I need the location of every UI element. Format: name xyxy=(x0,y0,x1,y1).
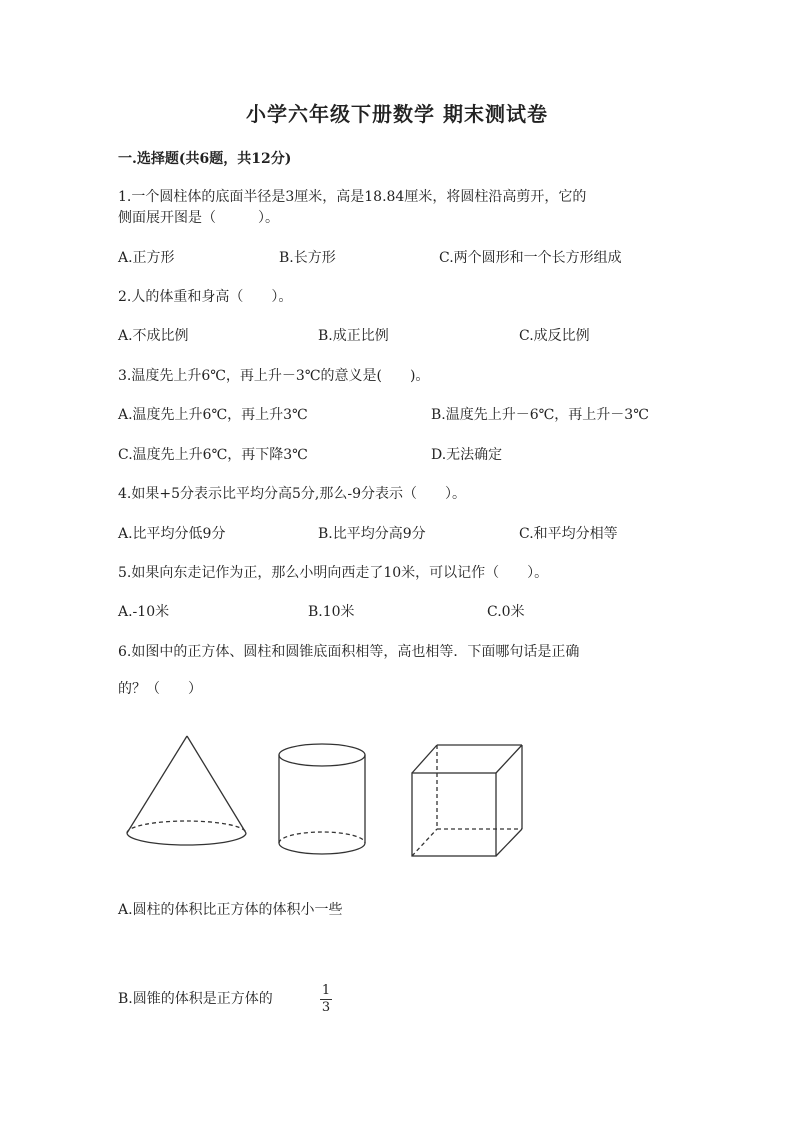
section-heading: 一.选择题(共6题，共12分) xyxy=(118,151,292,167)
question-4-option-c: C.和平均分相等 xyxy=(519,526,618,542)
question-2-option-a: A.不成比例 xyxy=(118,328,189,344)
question-6-option-b: B.圆锥的体积是正方体的 xyxy=(118,991,273,1007)
fraction-one-third xyxy=(319,983,333,1016)
question-4-line-1: 4.如果+5分表示比平均分高5分,那么-9分表示（ ）。 xyxy=(118,486,466,502)
question-3-option-b: B.温度先上升－6℃，再上升－3℃ xyxy=(431,407,649,423)
question-1-line-1: 1.一个圆柱体的底面半径是3厘米，高是18.84厘米，将圆柱沿高剪开，它的 xyxy=(118,189,587,205)
question-6-option-a: A.圆柱的体积比正方体的体积小一些 xyxy=(118,902,343,918)
question-3-line-1: 3.温度先上升6℃，再上升－3℃的意义是( )。 xyxy=(118,368,430,384)
question-3-option-a: A.温度先上升6℃，再上升3℃ xyxy=(118,407,308,423)
cylinder-figure xyxy=(279,744,365,854)
question-1-option-a: A.正方形 xyxy=(118,250,175,266)
question-5-line-1: 5.如果向东走记作为正，那么小明向西走了10米，可以记作（ ）。 xyxy=(118,565,549,581)
question-4-option-a: A.比平均分低9分 xyxy=(118,526,226,542)
question-2-option-c: C.成反比例 xyxy=(519,328,590,344)
question-2-option-b: B.成正比例 xyxy=(318,328,389,344)
cone-figure xyxy=(127,736,246,845)
fraction-denominator: 3 xyxy=(321,1000,331,1015)
fraction-numerator: 1 xyxy=(321,983,331,998)
question-3-option-c: C.温度先上升6℃，再下降3℃ xyxy=(118,447,308,463)
question-2-line-1: 2.人的体重和身高（ ）。 xyxy=(118,289,293,305)
question-6-line-1: 6.如图中的正方体、圆柱和圆锥底面积相等，高也相等．下面哪句话是正确 xyxy=(118,644,580,660)
question-1-option-b: B.长方形 xyxy=(279,250,336,266)
question-5-option-b: B.10米 xyxy=(308,604,355,620)
question-6-line-2: 的？（ ） xyxy=(118,681,202,697)
page-title: 小学六年级下册数学 期末测试卷 xyxy=(246,102,548,126)
question-4-option-b: B.比平均分高9分 xyxy=(318,526,426,542)
question-5-option-c: C.0米 xyxy=(487,604,525,620)
cube-figure xyxy=(412,745,522,856)
question-3-option-d: D.无法确定 xyxy=(431,447,503,463)
question-5-option-a: A.-10米 xyxy=(118,604,170,620)
question-1-line-2: 侧面展开图是（ ）。 xyxy=(118,210,279,226)
question-1-option-c: C.两个圆形和一个长方形组成 xyxy=(439,250,622,266)
